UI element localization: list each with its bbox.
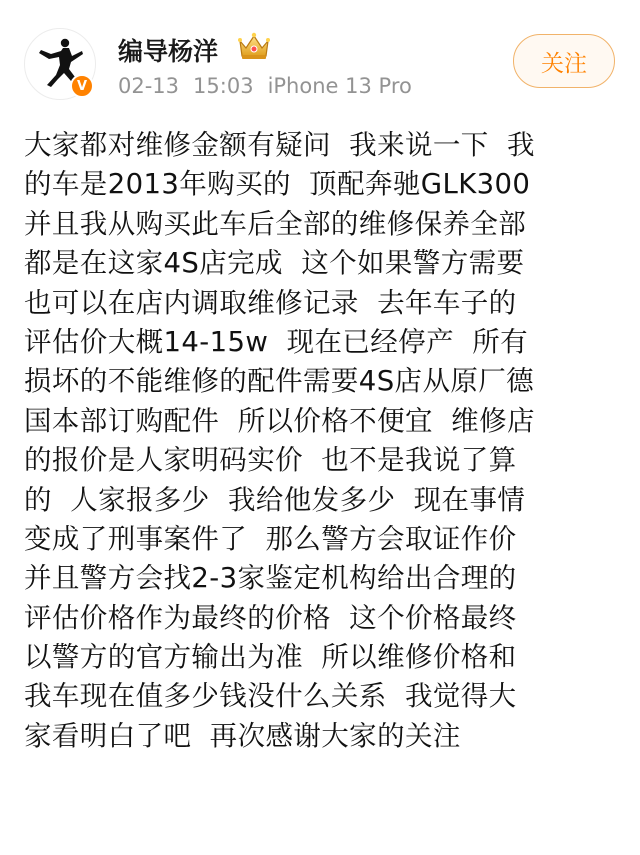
post-line: 并且我从购买此车后全部的维修保养全部 xyxy=(24,207,527,240)
post-line: 损坏的不能维修的配件需要4S店从原厂德 xyxy=(24,365,535,398)
post-line: 评估价大概14-15w 现在已经停产 所有 xyxy=(24,325,529,358)
post-line: 的 人家报多少 我给他发多少 现在事情 xyxy=(24,483,526,516)
post-line: 变成了刑事案件了 那么警方会取证作价 xyxy=(24,522,517,555)
post-device[interactable]: iPhone 13 Pro xyxy=(267,74,412,98)
follow-button[interactable]: 关注 xyxy=(513,34,615,88)
post-date: 02-13 xyxy=(118,74,180,98)
post-line: 评估价格作为最终的价格 这个价格最终 xyxy=(24,601,517,634)
verified-badge: V xyxy=(70,74,94,98)
post-line: 的车是2013年购买的 顶配奔驰GLK300 xyxy=(24,168,531,201)
post-line: 都是在这家4S店完成 这个如果警方需要 xyxy=(24,247,525,280)
author-name[interactable]: 编导杨洋 xyxy=(118,37,219,66)
gold-crown-icon xyxy=(236,30,272,62)
post-line: 家看明白了吧 再次感谢大家的关注 xyxy=(24,719,461,752)
post-line: 我车现在值多少钱没什么关系 我觉得大 xyxy=(24,680,517,713)
post-header xyxy=(0,0,640,110)
post-line: 的报价是人家明码实价 也不是我说了算 xyxy=(24,444,517,477)
post-text xyxy=(24,126,624,756)
post-line: 并且警方会找2-3家鉴定机构给出合理的 xyxy=(24,562,517,595)
post-time: 15:03 xyxy=(193,74,254,98)
post-line: 以警方的官方输出为准 所以维修价格和 xyxy=(24,641,517,674)
post-line: 也可以在店内调取维修记录 去年车子的 xyxy=(24,286,517,319)
post-line: 国本部订购配件 所以价格不便宜 维修店 xyxy=(24,404,535,437)
post-meta xyxy=(118,74,426,98)
post-line: 大家都对维修金额有疑问 我来说一下 我 xyxy=(24,129,535,161)
